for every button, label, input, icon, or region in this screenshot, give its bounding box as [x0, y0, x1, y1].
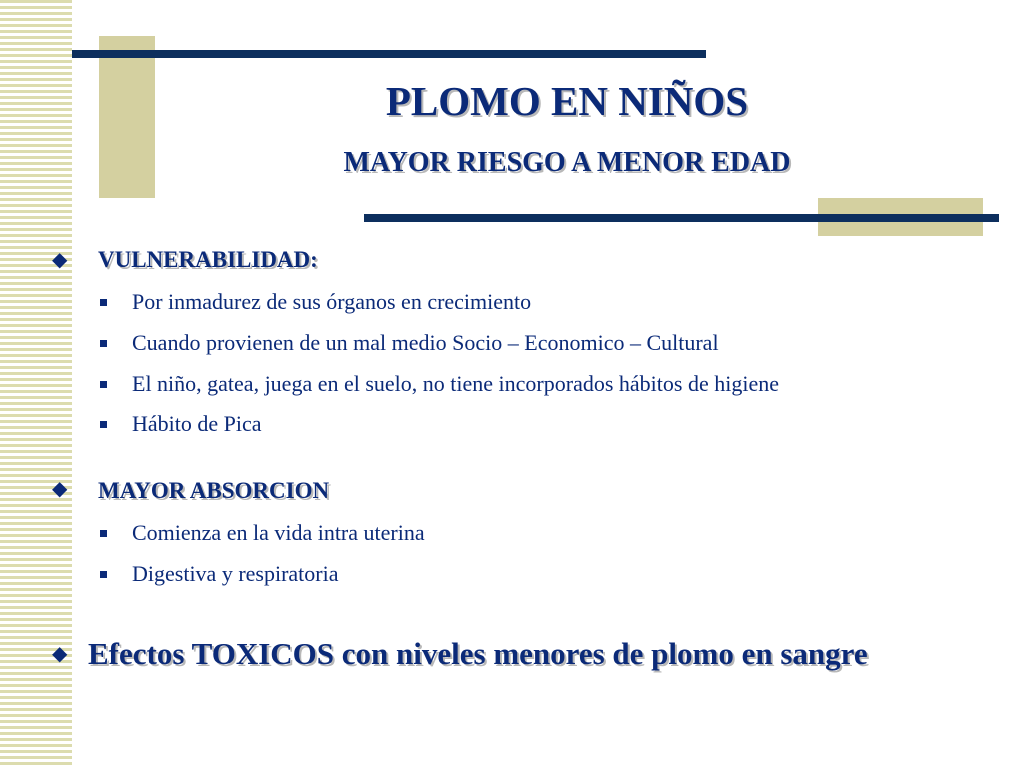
- list-item: [100, 287, 531, 317]
- decorative-bar-bottom: [364, 214, 999, 222]
- decorative-bar-top: [72, 50, 706, 58]
- list-item-text: Comienza en la vida intra uterina: [132, 520, 425, 545]
- square-bullet-icon: [100, 421, 107, 428]
- list-item: [100, 559, 339, 589]
- list-item-text: Hábito de Pica: [132, 411, 262, 436]
- square-bullet-icon: [100, 381, 107, 388]
- square-bullet-icon: [100, 571, 107, 578]
- list-item: [100, 369, 779, 399]
- list-item: [100, 328, 719, 358]
- diamond-bullet-icon: ◆: [52, 478, 68, 500]
- conclusion-text: Efectos TOXICOS con niveles menores de plomo en sangre: [88, 636, 868, 671]
- list-item-text: Por inmadurez de sus órganos en crecimiento: [132, 289, 532, 314]
- list-item-text: El niño, gatea, juega en el suelo, no tiene incorporados hábitos de higiene: [132, 371, 779, 396]
- list-item-text: Digestiva y respiratoria: [132, 561, 339, 586]
- square-bullet-icon: [100, 530, 107, 537]
- section-heading-absorcion: MAYOR ABSORCION: [98, 478, 330, 503]
- slide-title: PLOMO EN NIÑOS: [385, 78, 749, 124]
- square-bullet-icon: [100, 340, 107, 347]
- diamond-bullet-icon: ◆: [52, 643, 68, 665]
- diamond-bullet-icon: ◆: [52, 249, 68, 271]
- list-item-text: Cuando provienen de un mal medio Socio – Economico – Cultural: [132, 330, 719, 355]
- list-item: [100, 518, 425, 548]
- square-bullet-icon: [100, 299, 107, 306]
- section-heading-vulnerabilidad: VULNERABILIDAD:: [98, 247, 318, 272]
- list-item: [100, 409, 262, 439]
- slide-subtitle: MAYOR RIESGO A MENOR EDAD: [343, 147, 791, 178]
